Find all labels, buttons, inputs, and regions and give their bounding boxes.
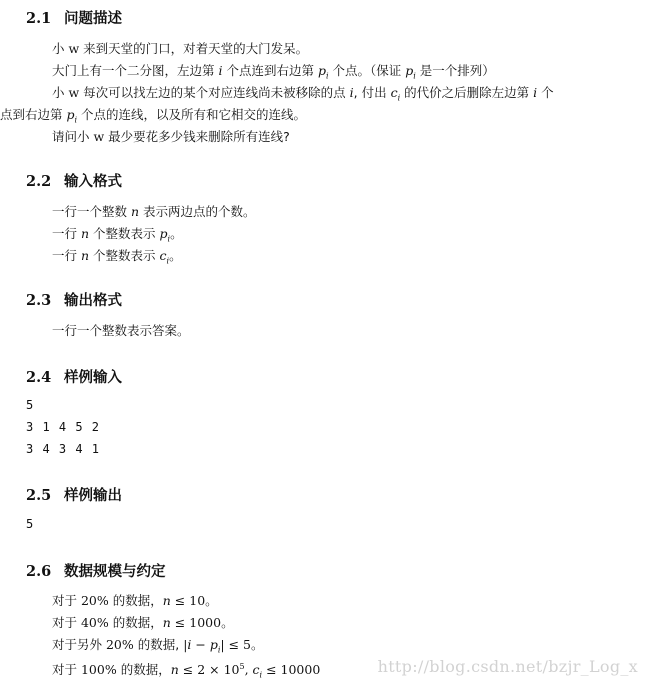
section-title-sample-output: 2.5 样例输出 [26, 487, 122, 504]
paragraph-line: 请问小 w 最少要花多少钱来删除所有连线? [52, 129, 290, 144]
constraint-line: 对于 100% 的数据，$n \le 2 \times 10^5$, $c_i \le 10000$ [52, 662, 321, 680]
sample-input-line: 3 1 4 5 2 [26, 420, 101, 434]
paragraph-line: 一行 n 个整数表示 $p_i$。 [52, 226, 183, 244]
paragraph-line: 小 w 每次可以找左边的某个对应连线尚未被移除的点 i, 付出 $c_i$ 的代价之后删除左边第 i 个 [52, 85, 554, 103]
constraint-line: 对于另外 20% 的数据, $|i - p_i| \le 5$。 [52, 637, 264, 655]
paragraph-line: 小 w 来到天堂的门口，对着天堂的大门发呆。 [52, 41, 309, 56]
constraint-line: 对于 20% 的数据，n ≤ 10。 [52, 593, 218, 608]
paragraph-line: 大门上有一个二分图，左边第 i 个点连到右边第 $p_i$ 个点。（保证 $p_i$ 是一个排列） [52, 63, 495, 81]
paragraph-line: 一行一个整数 n 表示两边点的个数。 [52, 204, 256, 219]
section-title-problem-description: 2.1 问题描述 [26, 10, 122, 27]
paragraph-line: 一行一个整数表示答案。 [52, 323, 190, 338]
section-title-sample-input: 2.4 样例输入 [26, 369, 122, 386]
section-title-constraints: 2.6 数据规模与约定 [26, 563, 166, 580]
section-title-input-format: 2.2 输入格式 [26, 173, 122, 190]
sample-input-line: 5 [26, 398, 35, 412]
sample-output-line: 5 [26, 517, 35, 531]
paragraph-line: 点到右边第 $p_i$ 个点的连线，以及所有和它相交的连线。 [0, 107, 307, 125]
watermark-url: http://blog.csdn.net/bzjr_Log_x [377, 657, 638, 676]
section-title-output-format: 2.3 输出格式 [26, 292, 122, 309]
constraint-line: 对于 40% 的数据，n ≤ 1000。 [52, 615, 234, 630]
sample-input-line: 3 4 3 4 1 [26, 442, 101, 456]
paragraph-line: 一行 n 个整数表示 $c_i$。 [52, 248, 182, 266]
